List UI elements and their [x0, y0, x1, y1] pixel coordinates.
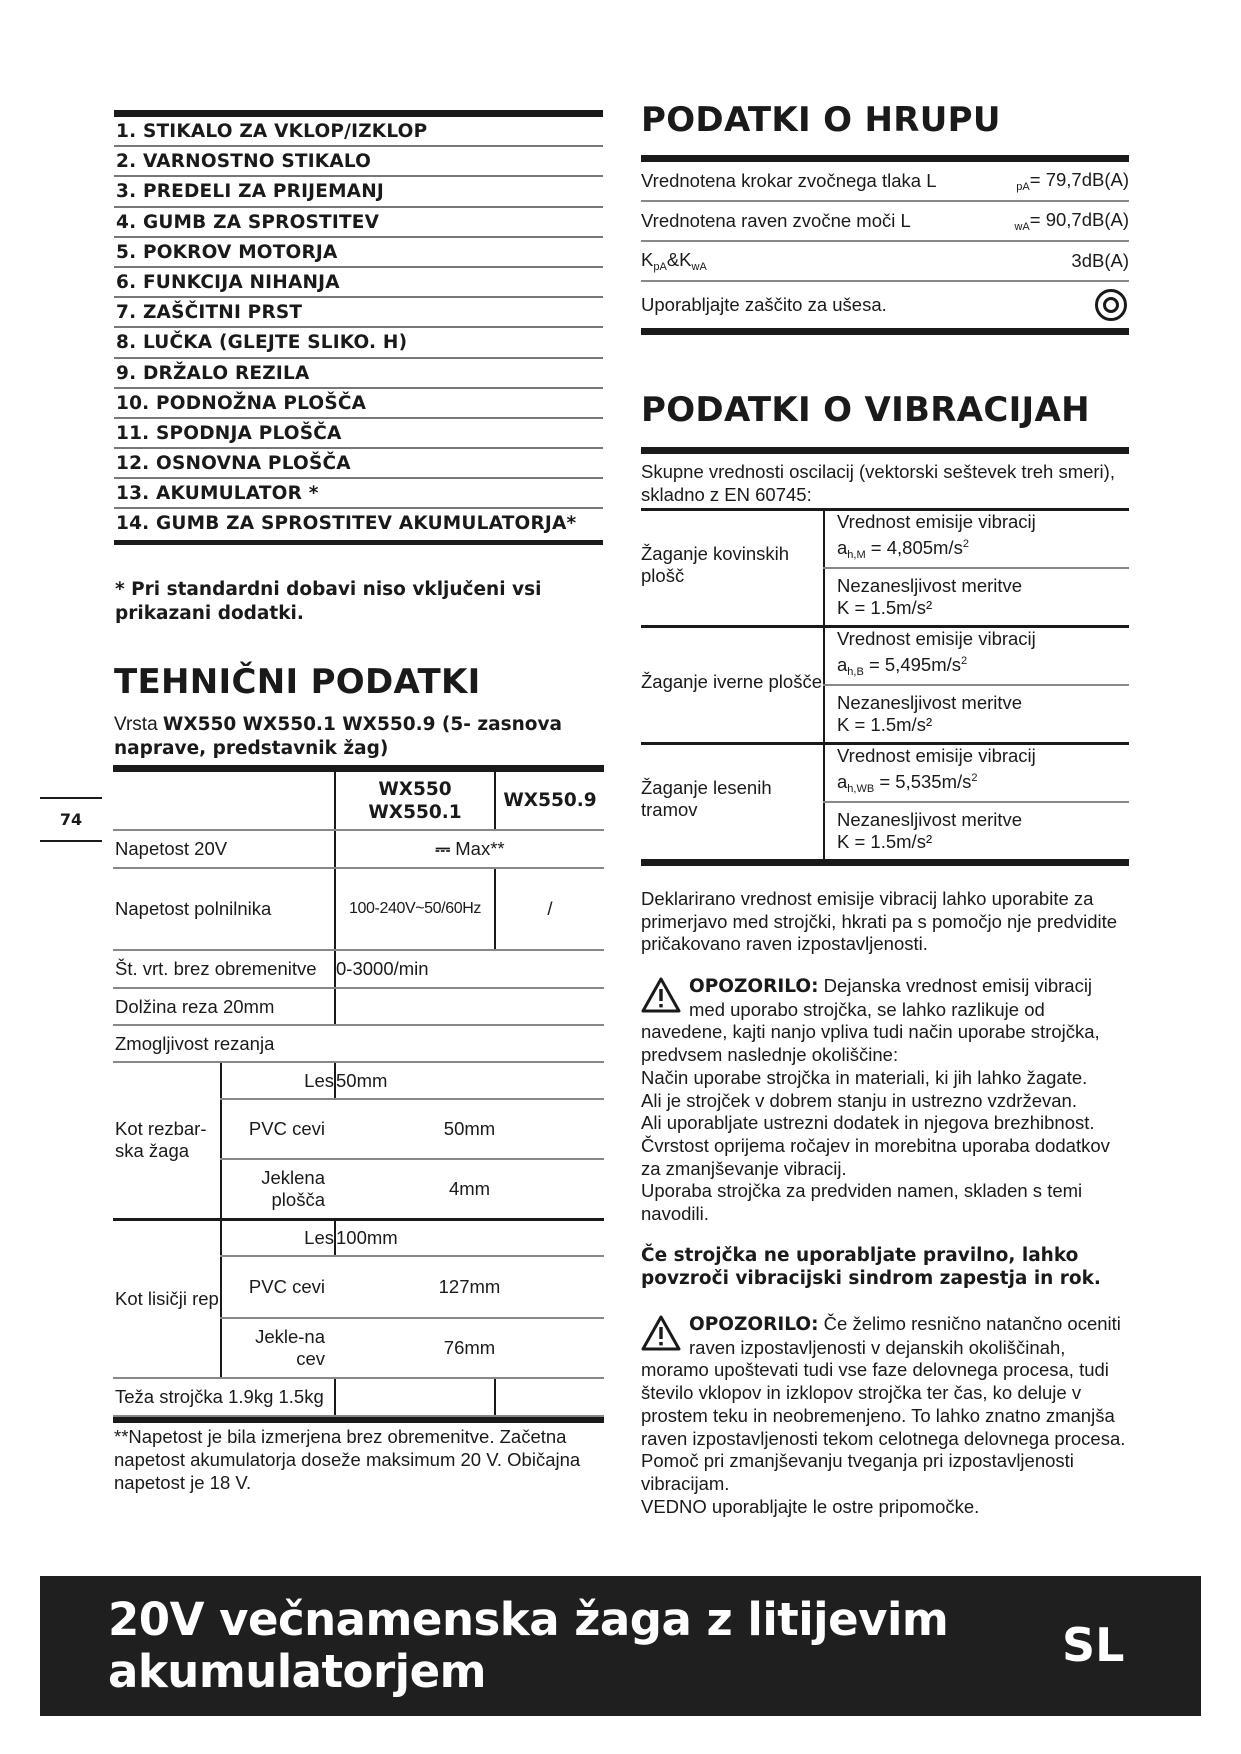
mat-wood-2: Les	[221, 1219, 335, 1256]
group-foxtail: Kot lisičji rep	[113, 1219, 221, 1378]
vib-category: Žaganje kovinskih plošč	[641, 511, 824, 627]
voltage-label: Napetost 20V	[113, 830, 335, 868]
footnote: **Napetost je bila izmerjena brez obremenitve. Začetna napetost akumulatorja doseže maksimum 20 V. Običajna napetost je 18 V.	[114, 1426, 581, 1493]
col-header-wx550-9: WX550.9	[495, 772, 604, 830]
vib-uncertainty: Nezanesljivost meritve K = 1.5m/s²	[824, 802, 1129, 859]
noise-row: Uporabljajte zaščito za ušesa.	[641, 282, 1129, 328]
warning-icon	[641, 1315, 681, 1351]
dc-symbol-icon: ⎓	[435, 838, 451, 859]
list-item: 8. LUČKA (GLEJTE SLIKO. H)	[114, 328, 603, 358]
mat-pvc-1: PVC cevi	[221, 1099, 335, 1159]
divider	[641, 447, 1129, 454]
bold-warning: Če strojčka ne uporabljate pravilno, lahko povzroči vibracijski sindrom zapestja in rok.	[641, 1245, 1101, 1289]
mat-pvc-2: PVC cevi	[221, 1256, 335, 1318]
weight-label: Teža strojčka 1.9kg 1.5kg	[113, 1378, 335, 1416]
charger-value-2: /	[495, 868, 604, 950]
voltage-value: ⎓ Max**	[335, 830, 604, 868]
charger-label: Napetost polnilnika	[113, 868, 335, 950]
warning-block-2: OPOZORILO: Če želimo resnično natančno oceniti raven izpostavljenosti v dejanskih okoliščinah, moramo upoštevati tudi vse faze delovnega procesa, tudi število vklopov in izklopov strojčka ter čas, ko deluje v prostem teku in neobremenjeno. To lahko znatno zmanjša raven izpostavljenosti tekom celotnega delovnega procesa. Pomoč pri zmanjševanju tveganja pri izpostavljenosti vibracijam. VEDNO uporabljajte le ostre pripomočke.	[641, 1313, 1126, 1517]
vib-category: Žaganje iverne plošče	[641, 627, 824, 744]
list-item: 9. DRŽALO REZILA	[114, 359, 603, 389]
warning-label: OPOZORILO:	[689, 976, 819, 997]
tech-title: TEHNIČNI PODATKI	[114, 662, 481, 702]
divider	[40, 797, 102, 799]
list-item: 3. PREDELI ZA PRIJEMANJ	[114, 177, 603, 207]
vibration-intro: Skupne vrednosti oscilacij (vektorski seštevek treh smeri), skladno z EN 60745:	[641, 461, 1115, 505]
noise-row: $K_{pA}\&K_{wA}$ 3dB(A)	[641, 242, 1129, 282]
capacity-label: Zmogljivost rezanja	[113, 1025, 604, 1062]
vib-category: Žaganje lesenih tramov	[641, 777, 772, 820]
tech-subtitle	[114, 713, 604, 761]
list-item: 14. GUMB ZA SPROSTITEV AKUMULATORJA*	[116, 513, 577, 535]
parts-list	[114, 110, 603, 545]
vibration-title: PODATKI O VIBRACIJAH	[641, 390, 1090, 430]
warning-label: OPOZORILO:	[689, 1314, 819, 1335]
mat-steel-2: Jekle-na cev	[221, 1318, 335, 1378]
noise-table	[641, 155, 1129, 335]
ear-protection-icon	[1095, 289, 1127, 321]
tech-table	[113, 765, 604, 1423]
noise-title: PODATKI O HRUPU	[641, 100, 1001, 140]
declared-text: Deklarirano vrednost emisije vibracij lahko uporabite za primerjavo med strojčki, hkrati pa s pomočjo nje predvidite pričakovano raven izpostavljenosti.	[641, 888, 1118, 955]
list-item: 1. STIKALO ZA VKLOP/IZKLOP	[114, 117, 603, 147]
vib-emission: Vrednost emisije vibracij $a_{h,B} = 5,495m/s^2$	[824, 627, 1129, 686]
list-item: 7. ZAŠČITNI PRST	[114, 298, 603, 328]
list-item: 5. POKROV MOTORJA	[114, 238, 603, 268]
charger-value: 100-240V~50/60Hz	[335, 868, 495, 950]
noload-label: Št. vrt. brez obremenitve	[113, 950, 335, 988]
vibration-table	[641, 508, 1129, 866]
noise-row: Vrednotena raven zvočne moči L $_{wA}$= 90,7dB(A)	[641, 202, 1129, 242]
divider	[40, 840, 102, 842]
warning-block-1: OPOZORILO: Dejanska vrednost emisij vibracij med uporabo strojčka, se lahko razlikuje od navedene, kajti nanjo vpliva tudi način uporabe strojčka, predvsem naslednje okoliščine: Način uporabe strojčka in materiali, ki jih lahko žagate. Ali je strojček v dobrem stanju in ustrezno vzdrževan. Ali uporabljate ustrezni dodatek in njegova brezhibnost. Čvrstost oprijema ročajev in morebitna uporaba dodatkov za zmanjševanje vibracij. Uporaba strojčka za predviden namen, skladen s temi navodili.	[641, 975, 1110, 1225]
list-item: 11. SPODNJA PLOŠČA	[114, 419, 603, 449]
warning-icon	[641, 977, 681, 1013]
noise-row: Vrednotena krokar zvočnega tlaka L $_{pA}$= 79,7dB(A)	[641, 162, 1129, 202]
val-pvc-1: 50mm	[335, 1099, 604, 1159]
list-item: 4. GUMB ZA SPROSTITEV	[114, 208, 603, 238]
list-item: 12. OSNOVNA PLOŠČA	[114, 449, 603, 479]
list-item: 10. PODNOŽNA PLOŠČA	[114, 389, 603, 419]
list-item: 13. AKUMULATOR *	[114, 479, 603, 509]
val-pvc-2: 127mm	[335, 1256, 604, 1318]
val-wood-1: 50mm	[335, 1062, 604, 1099]
noload-value: 0-3000/min	[335, 950, 604, 988]
val-wood-2: 100mm	[335, 1219, 604, 1256]
vib-emission: Vrednost emisije vibracij $a_{h,WB} = 5,535m/s^2$	[824, 744, 1129, 803]
mat-wood-1: Les	[221, 1062, 335, 1099]
vib-emission: Vrednost emisije vibracij $a_{h,M} = 4,805m/s^2$	[824, 511, 1129, 568]
col-header-wx550: WX550 WX550.1	[335, 772, 495, 830]
val-steel-1: 4mm	[335, 1159, 604, 1219]
val-steel-2: 76mm	[335, 1318, 604, 1378]
list-item: 2. VARNOSTNO STIKALO	[114, 147, 603, 177]
vib-uncertainty: Nezanesljivost meritve K = 1.5m/s²	[824, 685, 1129, 744]
tech-subtitle-models: WX550 WX550.1 WX550.9 (5- zasnova naprave, predstavnik žag)	[114, 714, 563, 759]
group-jigsaw: Kot rezbar-ska žaga	[113, 1062, 221, 1219]
list-item: 6. FUNKCIJA NIHANJA	[114, 268, 603, 298]
tech-subtitle-prefix: Vrsta	[114, 714, 163, 735]
language-code: SL	[1062, 1618, 1125, 1672]
footer-title: 20V večnamenska žaga z litijevim akumulatorjem	[108, 1593, 949, 1698]
parts-note: * Pri standardni dobavi niso vključeni vsi prikazani dodatki.	[115, 579, 542, 624]
stroke-label: Dolžina reza 20mm	[113, 988, 335, 1025]
mat-steel-1: Jeklena plošča	[221, 1159, 335, 1219]
vib-uncertainty: Nezanesljivost meritve K = 1.5m/s²	[824, 568, 1129, 627]
page-number: 74	[59, 810, 83, 829]
